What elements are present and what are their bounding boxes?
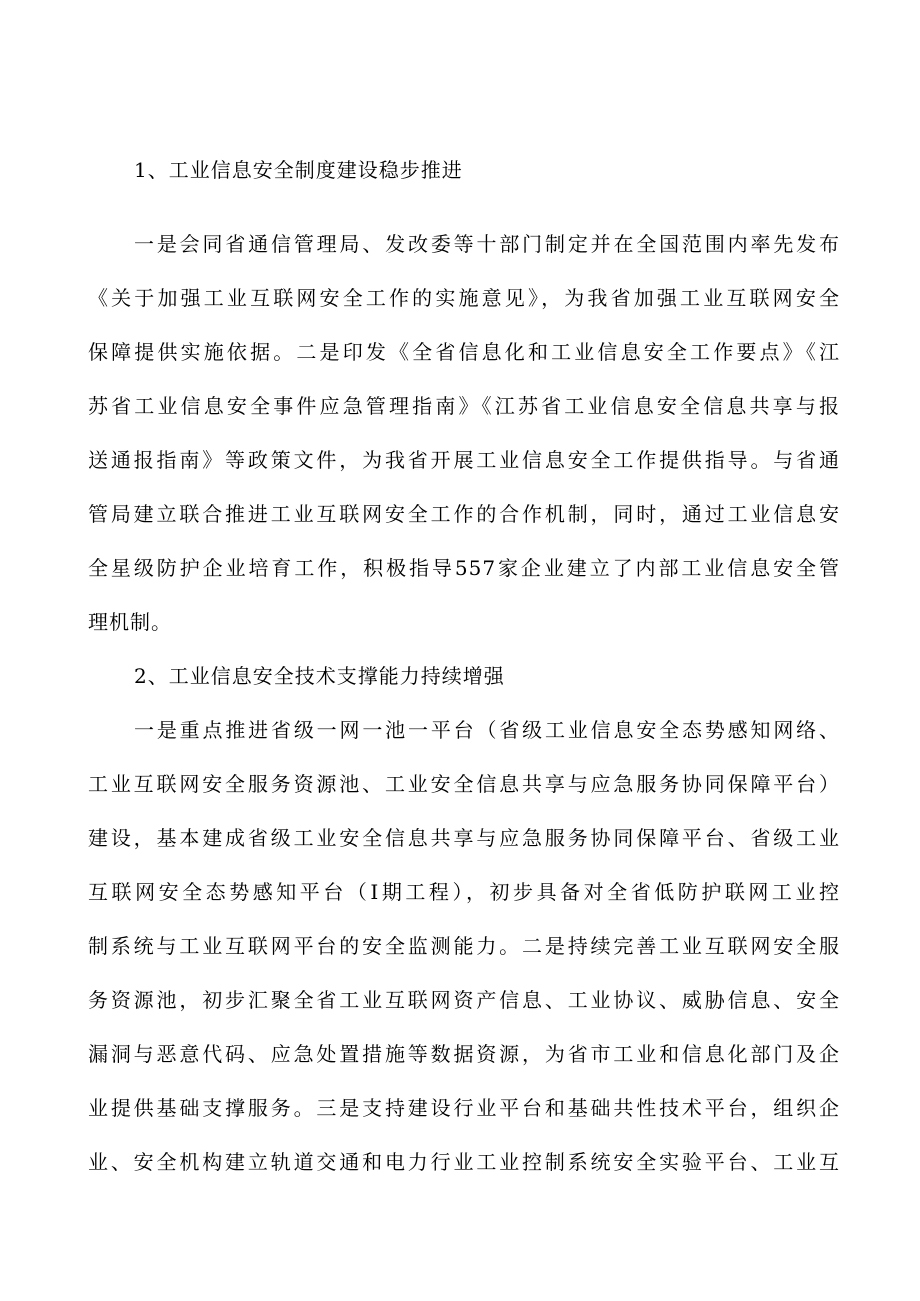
paragraph-2-line-3: 建设，基本建成省级工业安全信息共享与应急服务协同保障平台、省级工业 bbox=[88, 826, 840, 850]
paragraph-1-line-4: 苏省工业信息安全事件应急管理指南》《江苏省工业信息安全信息共享与报 bbox=[88, 394, 840, 418]
paragraph-2-line-1: 一是重点推进省级一网一池一平台（省级工业信息安全态势感知网络、 bbox=[134, 718, 840, 742]
paragraph-1-line-5: 送通报指南》等政策文件，为我省开展工业信息安全工作提供指导。与省通 bbox=[88, 448, 840, 472]
paragraph-2-line-9: 业、安全机构建立轨道交通和电力行业工业控制系统安全实验平台、工业互 bbox=[88, 1150, 840, 1174]
paragraph-1-line-1: 一是会同省通信管理局、发改委等十部门制定并在全国范围内率先发布 bbox=[134, 232, 840, 256]
paragraph-1-line-7: 全星级防护企业培育工作，积极指导557家企业建立了内部工业信息安全管 bbox=[88, 556, 840, 580]
paragraph-1-line-8: 理机制。 bbox=[88, 610, 172, 634]
paragraph-2-line-7: 漏洞与恶意代码、应急处置措施等数据资源，为省市工业和信息化部门及企 bbox=[88, 1042, 840, 1066]
paragraph-2-line-4: 互联网安全态势感知平台（I期工程），初步具备对全省低防护联网工业控 bbox=[88, 880, 840, 904]
section-heading-2: 2、工业信息安全技术支撑能力持续增强 bbox=[134, 664, 505, 688]
paragraph-2-line-8: 业提供基础支撑服务。三是支持建设行业平台和基础共性技术平台，组织企 bbox=[88, 1096, 840, 1120]
paragraph-2-line-6: 务资源池，初步汇聚全省工业互联网资产信息、工业协议、威胁信息、安全 bbox=[88, 988, 840, 1012]
paragraph-1-line-2: 《关于加强工业互联网安全工作的实施意见》，为我省加强工业互联网安全 bbox=[88, 286, 840, 310]
section-heading-1: 1、工业信息安全制度建设稳步推进 bbox=[134, 158, 463, 182]
paragraph-1-line-6: 管局建立联合推进工业互联网安全工作的合作机制，同时，通过工业信息安 bbox=[88, 502, 840, 526]
paragraph-2-line-5: 制系统与工业互联网平台的安全监测能力。二是持续完善工业互联网安全服 bbox=[88, 934, 840, 958]
paragraph-2-line-2: 工业互联网安全服务资源池、工业安全信息共享与应急服务协同保障平台） bbox=[88, 772, 840, 796]
paragraph-1-line-3: 保障提供实施依据。二是印发《全省信息化和工业信息安全工作要点》《江 bbox=[88, 340, 840, 364]
